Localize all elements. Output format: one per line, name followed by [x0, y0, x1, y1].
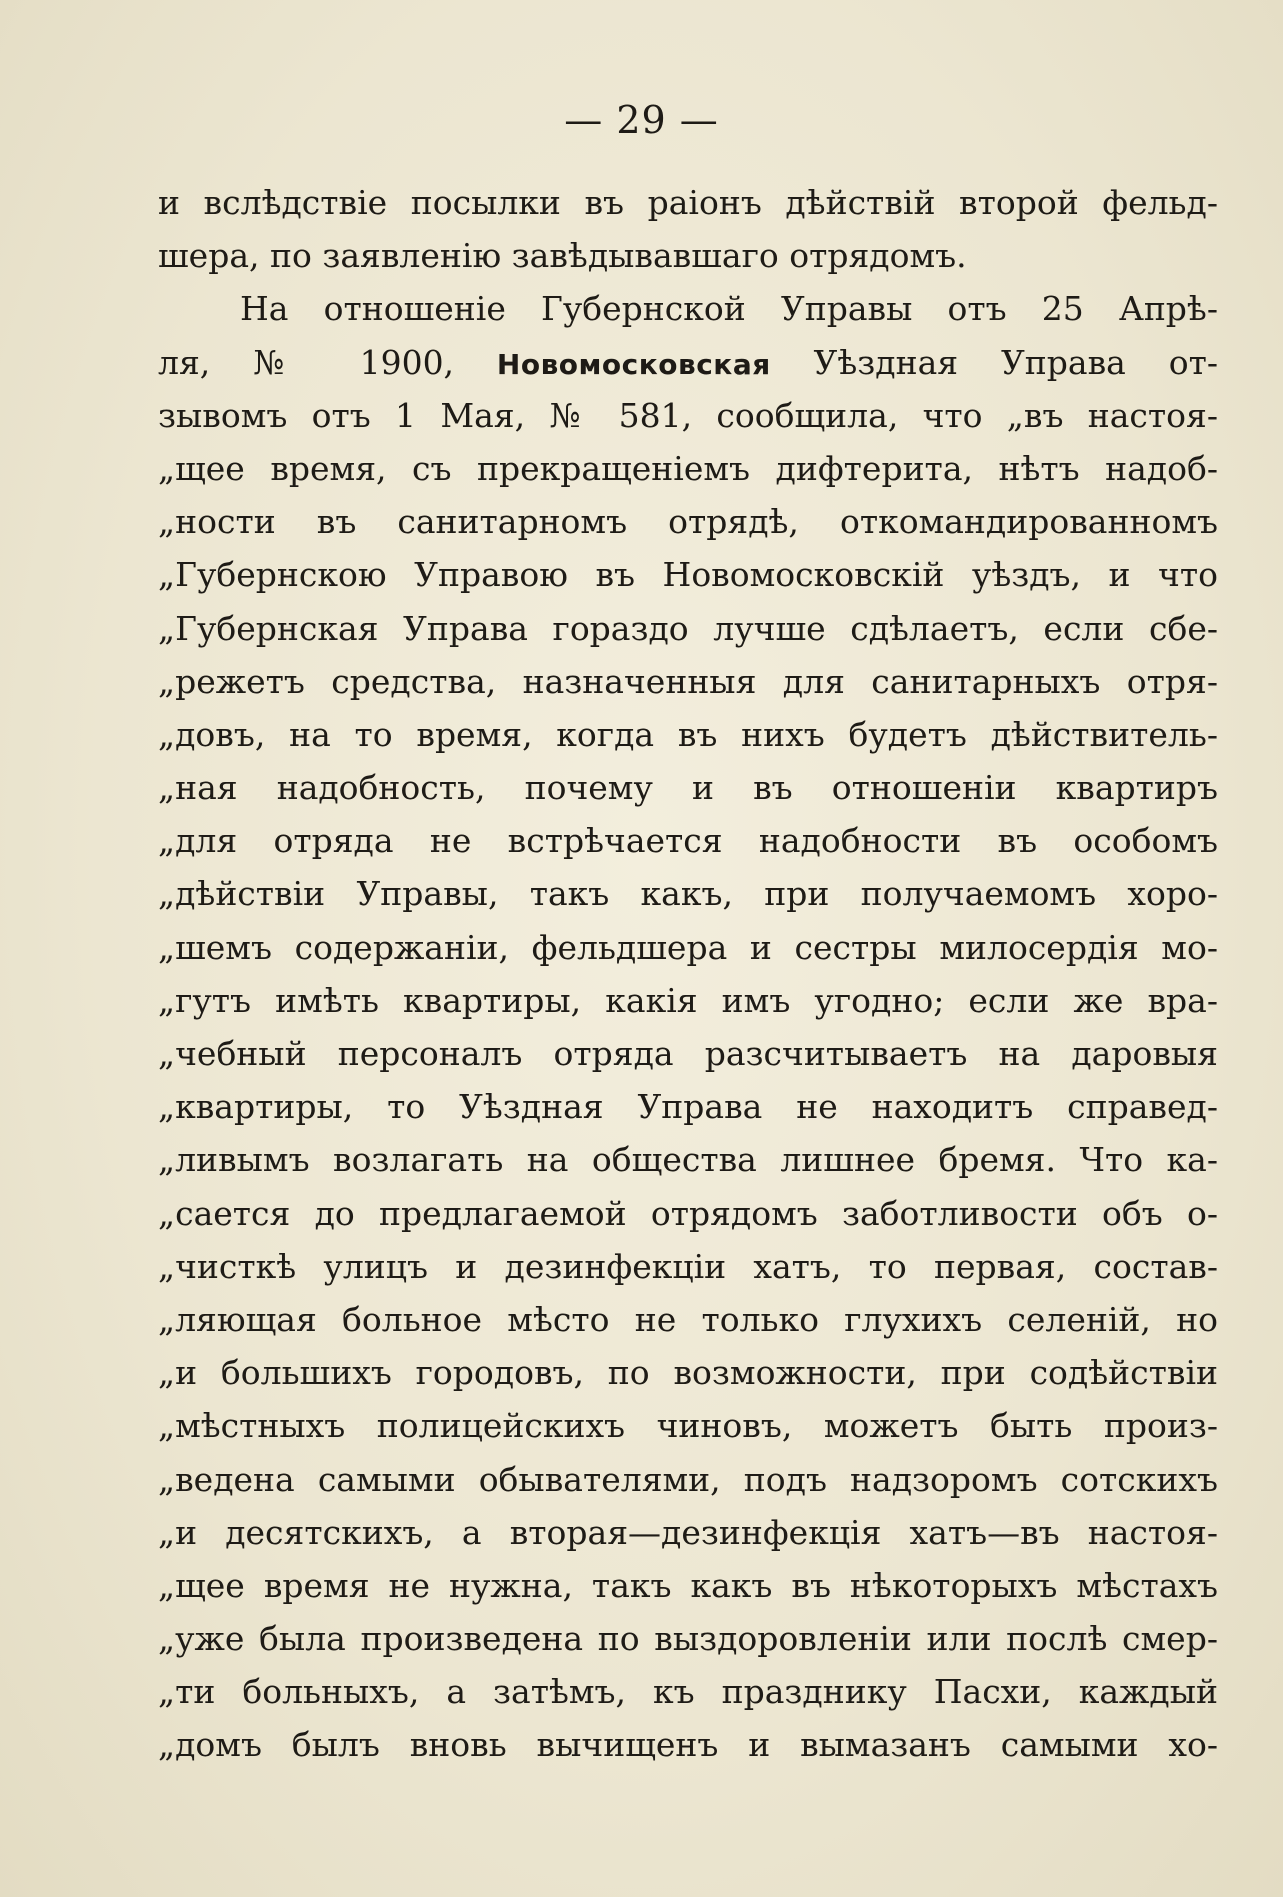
- text-line: „щее время, съ прекращеніемъ дифтерита, нѣтъ надоб-: [158, 448, 1218, 488]
- text-line: шера, по заявленію завѣдывавшаго отрядомъ.: [158, 236, 967, 276]
- text-line: „и десятскихъ, а вторая—дезинфекція хатъ—въ настоя-: [158, 1512, 1218, 1552]
- text-line: „домъ былъ вновь вычищенъ и вымазанъ самыми хо-: [158, 1725, 1218, 1765]
- text-line: „Губернская Управа гораздо лучше сдѣлаетъ, если сбе-: [158, 608, 1218, 648]
- text-line: „сается до предлагаемой отрядомъ заботливости объ о-: [158, 1193, 1218, 1233]
- body-text: [158, 176, 1218, 1772]
- text-line-with-bold: [158, 336, 1218, 389]
- text-line: „ведена самыми обывателями, подъ надзоромъ сотскихъ: [158, 1459, 1218, 1499]
- bold-place-name: Новомосковская: [496, 347, 771, 381]
- text-line: „для отряда не встрѣчается надобности въ особомъ: [158, 821, 1218, 861]
- text-line: „ности въ санитарномъ отрядѣ, откомандированномъ: [158, 502, 1218, 542]
- text-line: „дѣйствіи Управы, такъ какъ, при получаемомъ хоро-: [158, 874, 1218, 914]
- text-line: „мѣстныхъ полицейскихъ чиновъ, можетъ быть произ-: [158, 1406, 1218, 1446]
- text-line: зывомъ отъ 1 Мая, № 581, сообщила, что „въ настоя-: [158, 395, 1218, 435]
- text-line: „щее время не нужна, такъ какъ въ нѣкоторыхъ мѣстахъ: [158, 1565, 1218, 1605]
- text-line: „режетъ средства, назначенныя для санитарныхъ отря-: [158, 661, 1218, 701]
- text-fragment: ля, № 1900,: [158, 342, 497, 382]
- text-line: „довъ, на то время, когда въ нихъ будетъ дѣйствитель-: [158, 714, 1218, 754]
- page-number: — 29 —: [564, 98, 719, 142]
- text-line: „чисткѣ улицъ и дезинфекціи хатъ, то первая, состав-: [158, 1246, 1218, 1286]
- text-line: „Губернскою Управою въ Новомосковскій уѣздъ, и что: [158, 555, 1218, 595]
- text-line: и вслѣдствіе посылки въ раіонъ дѣйствій второй фельд-: [158, 183, 1218, 222]
- text-line: „уже была произведена по выздоровленіи или послѣ смер-: [158, 1619, 1218, 1659]
- text-line: „шемъ содержаніи, фельдшера и сестры милосердія мо-: [158, 927, 1218, 967]
- text-line: „ляющая больное мѣсто не только глухихъ селеній, но: [158, 1299, 1218, 1339]
- text-line: „гутъ имѣть квартиры, какія имъ угодно; если же вра-: [158, 980, 1218, 1020]
- text-line: „ти больныхъ, а затѣмъ, къ празднику Пасхи, каждый: [158, 1672, 1218, 1712]
- text-line: „и большихъ городовъ, по возможности, при содѣйствіи: [158, 1353, 1218, 1393]
- text-line: „ливымъ возлагать на общества лишнее бремя. Что ка-: [158, 1140, 1218, 1180]
- text-fragment: Уѣздная Управа от-: [770, 342, 1218, 382]
- text-line: „квартиры, то Уѣздная Управа не находитъ справед-: [158, 1087, 1218, 1127]
- text-line: „ная надобность, почему и въ отношеніи квартиръ: [158, 768, 1218, 808]
- text-line: „чебный персоналъ отряда разсчитываетъ на даровыя: [158, 1034, 1218, 1073]
- paragraph-start-line: На отношеніе Губернской Управы отъ 25 Апрѣ-: [240, 289, 1218, 329]
